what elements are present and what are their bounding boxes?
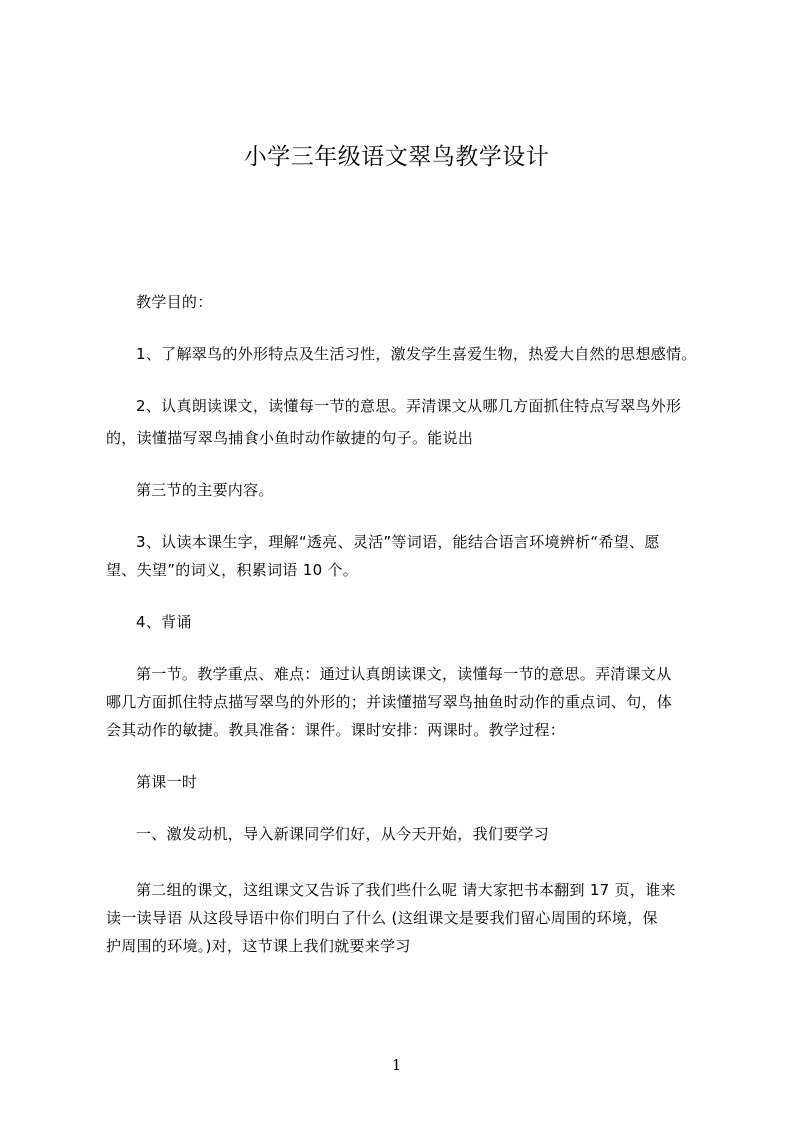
objective-4: 4、背诵 — [136, 613, 192, 631]
document-title: 小学三年级语文翠鸟教学设计 — [243, 144, 550, 170]
page-number: 1 — [391, 1056, 402, 1074]
step-1: 一、激发动机，导入新课同学们好，从今天开始，我们要学习 — [136, 825, 550, 843]
objective-3-line-1: 3、认读本课生字，理解“透亮、灵活”等词语，能结合语言环境辨析“希望、愿 — [136, 533, 660, 551]
paragraph-2-line-3: 护周围的环境。)对，这节课上我们就要来学习 — [106, 937, 411, 955]
objective-2-line-3: 第三节的主要内容。 — [136, 481, 274, 499]
paragraph-1-line-1: 第一节。教学重点、难点：通过认真朗读课文，读懂每一节的意思。弄清课文从 — [136, 665, 672, 683]
paragraph-2-line-1: 第二组的课文，这组课文又告诉了我们些什么呢 请大家把书本翻到 17 页，谁来 — [136, 881, 676, 899]
paragraph-1-line-2: 哪几方面抓住特点描写翠鸟的外形的；并读懂描写翠鸟抽鱼时动作的重点词、句，体 — [106, 693, 673, 711]
objective-3-line-2: 望、失望”的词义，积累词语 10 个。 — [106, 561, 359, 579]
objective-1: 1、了解翠鸟的外形特点及生活习性，激发学生喜爱生物，热爱大自然的思想感情。 — [136, 345, 697, 363]
paragraph-1-line-3: 会其动作的敏捷。教具准备：课件。课时安排：两课时。教学过程： — [106, 721, 566, 739]
objective-2-line-2: 的，读懂描写翠鸟捕食小鱼时动作敏捷的句子。能说出 — [106, 429, 474, 447]
objective-2-line-1: 2、认真朗读课文，读懂每一节的意思。弄清课文从哪几方面抓住特点写翠鸟外形 — [136, 397, 682, 415]
paragraph-2-line-2: 读一读导语 从这段导语中你们明白了什么 (这组课文是要我们留心周围的环境，保 — [106, 909, 658, 927]
objectives-heading: 教学目的： — [136, 293, 213, 311]
lesson-heading: 第课一时 — [136, 773, 198, 791]
